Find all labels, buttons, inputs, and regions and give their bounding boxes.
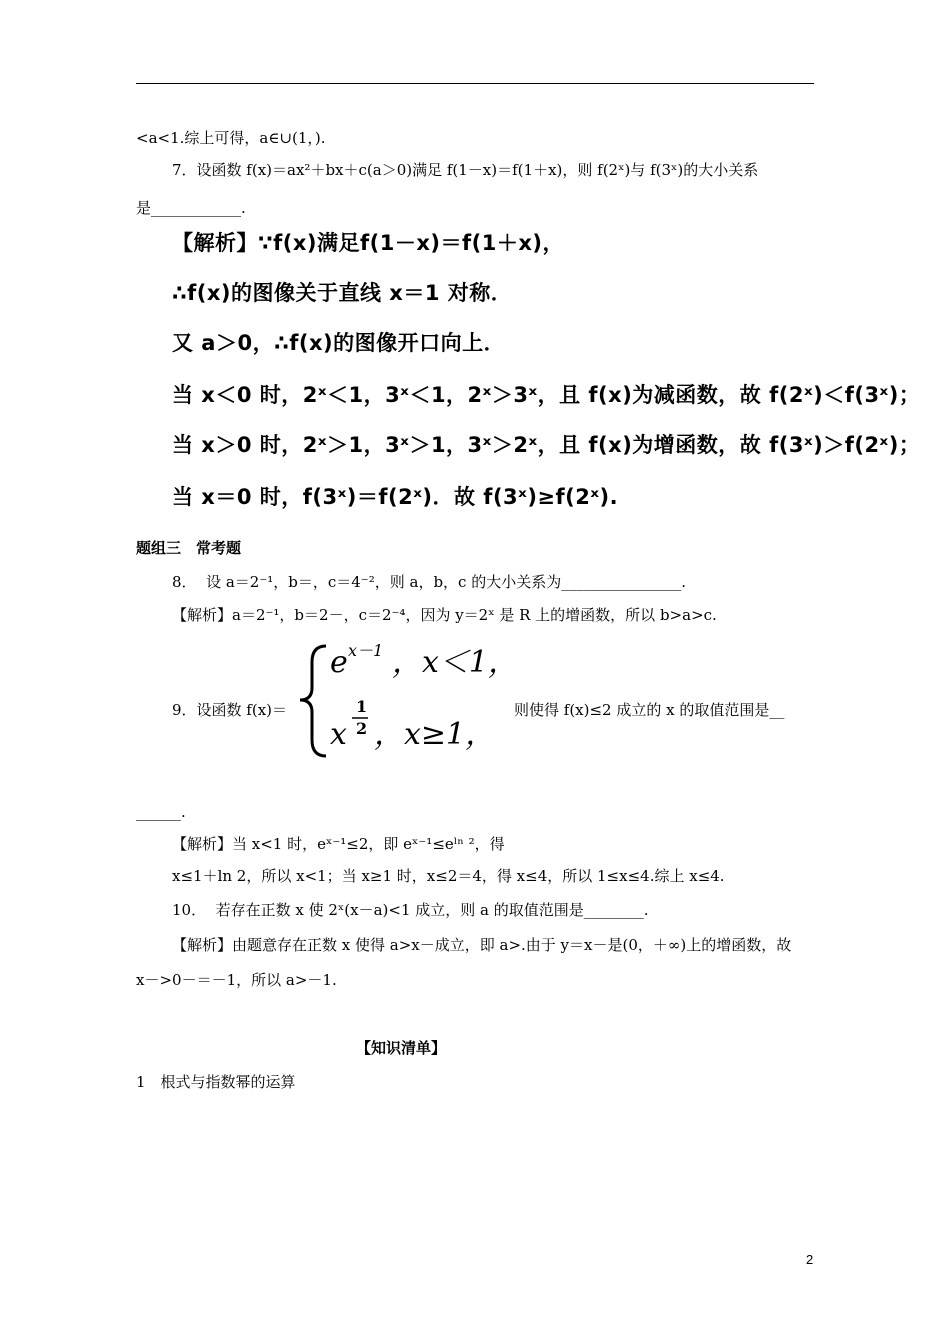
question-8: 8． 设 a＝2⁻¹，b＝，c＝4⁻²，则 a，b，c 的大小关系为________________. <box>172 573 686 591</box>
solution-7-line-2: ∴f(x)的图像关于直线 x＝1 对称． <box>172 281 513 305</box>
question-9: 9．设函数 f(x)＝ <box>172 701 288 719</box>
section-heading: 题组三 常考题 <box>136 539 242 557</box>
solution-7-line-3: 又 a＞0，∴f(x)的图像开口向上． <box>172 331 506 355</box>
case2-condition: ，x≥1， <box>374 717 496 752</box>
answer-8: 【解析】a＝2⁻¹，b＝2－，c＝2⁻⁴，因为 y＝2ˣ 是 R 上的增函数，所以 b>a>c. <box>172 606 717 624</box>
case2-exp-num: 1 <box>356 697 368 716</box>
header-rule <box>136 83 814 84</box>
piecewise-function <box>286 640 506 760</box>
question-9-cont: ______. <box>136 803 186 821</box>
question-7-cont: 是____________. <box>136 199 246 217</box>
text-line: <a<1.综上可得，a∈∪(1，). <box>136 129 326 147</box>
question-10: 10． 若存在正数 x 使 2ˣ(x－a)<1 成立，则 a 的取值范围是________. <box>172 901 649 919</box>
case1-base: e <box>330 645 348 680</box>
solution-7-line-1: 【解析】∵f(x)满足f(1－x)＝f(1＋x)， <box>172 231 564 255</box>
solution-7-line-4: 当 x＜0 时，2ˣ＜1，3ˣ＜1，2ˣ＞3ˣ，且 f(x)为减函数，故 f(2ˣ)＜f(3ˣ)； <box>172 383 921 407</box>
subsection-1: 1 根式与指数幂的运算 <box>136 1073 296 1091</box>
case2-base: x <box>330 717 347 752</box>
page-number: 2 <box>806 1252 814 1267</box>
case1-condition: ，x＜1， <box>392 645 506 680</box>
solution-7-line-6: 当 x＝0 时，f(3ˣ)＝f(2ˣ)．故 f(3ˣ)≥f(2ˣ). <box>172 485 619 509</box>
question-9-tail: 则使得 f(x)≤2 成立的 x 的取值范围是__ <box>514 701 785 719</box>
solution-7-line-5: 当 x＞0 时，2ˣ＞1，3ˣ＞1，3ˣ＞2ˣ，且 f(x)为增函数，故 f(3ˣ)＞f(2ˣ)； <box>172 433 921 457</box>
answer-9-line-1: 【解析】当 x<1 时，eˣ⁻¹≤2，即 eˣ⁻¹≤eˡⁿ ²，得 <box>172 835 505 853</box>
answer-10-line-1: 【解析】由题意存在正数 x 使得 a>x－成立，即 a>.由于 y＝x－是(0，＋∞)上的增函数，故 <box>172 936 792 954</box>
case2-exp-den: 2 <box>356 719 368 738</box>
answer-9-line-2: x≤1＋ln 2，所以 x<1；当 x≥1 时，x≤2＝4，得 x≤4，所以 1≤x≤4.综上 x≤4. <box>172 867 725 885</box>
knowledge-heading: 【知识清单】 <box>356 1039 447 1057</box>
case1-exponent: x－1 <box>348 641 384 660</box>
question-7: 7．设函数 f(x)＝ax²＋bx＋c(a＞0)满足 f(1－x)＝f(1＋x)，则 f(2ˣ)与 f(3ˣ)的大小关系 <box>172 161 759 179</box>
answer-10-line-2: x－>0－＝－1，所以 a>－1. <box>136 971 337 989</box>
left-brace <box>300 646 326 756</box>
